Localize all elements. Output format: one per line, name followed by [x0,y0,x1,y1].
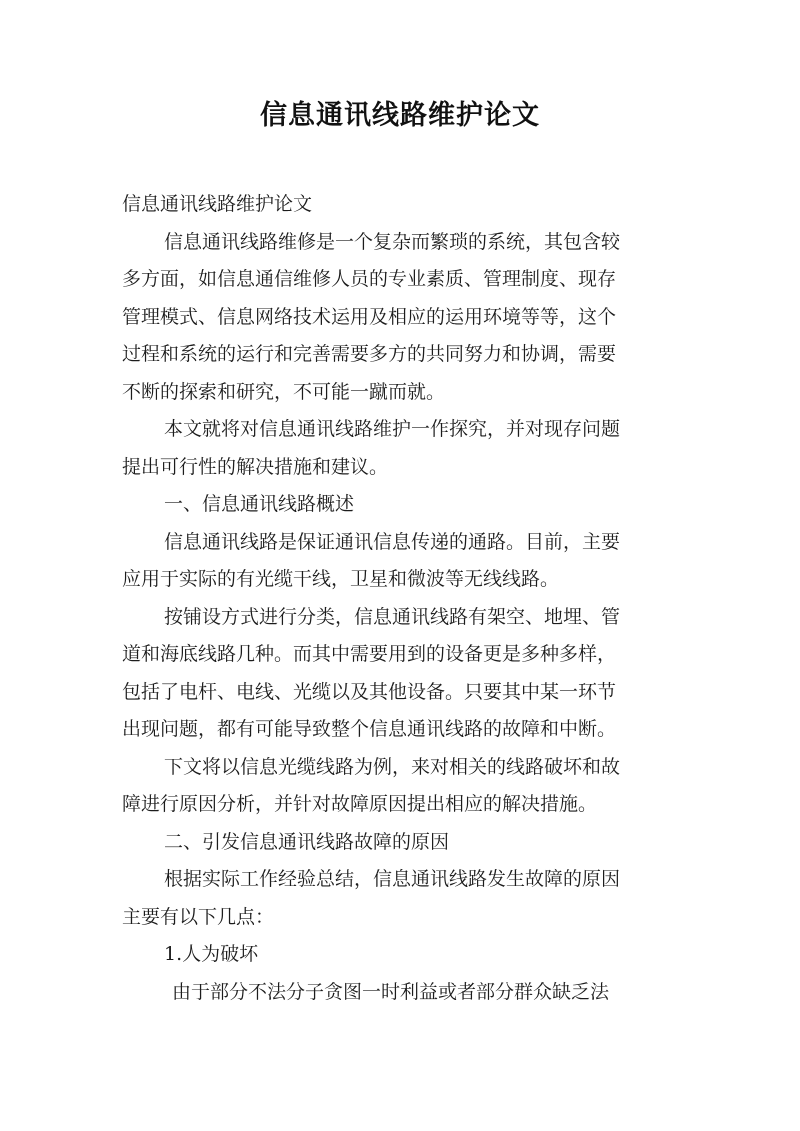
body-line: 障进行原因分析，并针对故障原因提出相应的解决措施。 [122,793,598,815]
subsection-heading: 1.人为破坏 [164,943,259,965]
body-line: 管理模式、信息网络技术运用及相应的运用环境等等，这个 [122,305,617,328]
body-line: 由于部分不法分子贪图一时利益或者部分群众缺乏法 [172,980,610,1003]
body-line-subtitle: 信息通讯线路维护论文 [122,193,313,215]
document-title: 信息通讯线路维护论文 [260,100,540,131]
body-line: 信息通讯线路维修是一个复杂而繁琐的系统，其包含较 [164,230,621,253]
body-line: 下文将以信息光缆线路为例，来对相关的线路破坏和故 [164,755,621,778]
body-line: 根据实际工作经验总结，信息通讯线路发生故障的原因 [164,868,621,890]
body-line: 本文就将对信息通讯线路维护一作探究，并对现存问题 [164,418,621,440]
document-body [122,186,690,1011]
body-line: 不断的探索和研究，不可能一蹴而就。 [122,380,446,403]
body-line: 多方面，如信息通信维修人员的专业素质、管理制度、现存 [122,268,617,290]
body-line: 信息通讯线路是保证通讯信息传递的通路。目前，主要 [164,530,621,553]
body-line: 出现问题，都有可能导致整个信息通讯线路的故障和中断。 [122,718,617,740]
section-heading: 一、信息通讯线路概述 [164,493,355,515]
body-line: 过程和系统的运行和完善需要多方的共同努力和协调，需要 [122,343,617,365]
body-line: 提出可行性的解决措施和建议。 [122,455,389,478]
body-line: 道和海底线路几种。而其中需要用到的设备更是多种多样， [122,643,617,665]
section-heading: 二、引发信息通讯线路故障的原因 [164,830,450,853]
body-line: 应用于实际的有光缆干线，卫星和微波等无线线路。 [122,568,560,590]
body-line: 按铺设方式进行分类，信息通讯线路有架空、地埋、管 [164,605,621,628]
body-line: 主要有以下几点： [122,905,275,928]
body-line: 包括了电杆、电线、光缆以及其他设备。只要其中某一环节 [122,680,617,703]
